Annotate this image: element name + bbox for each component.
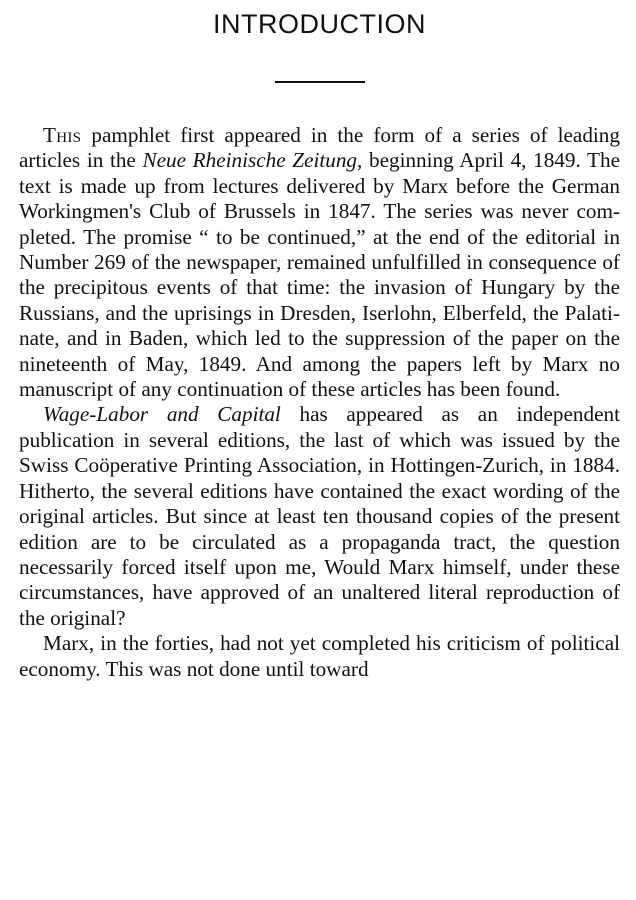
paragraph-3 — [19, 631, 620, 682]
paragraph-1-text-a: pamphlet first appeared in the form of a series of leading articles in the — [19, 123, 620, 173]
paragraph-3-text: Marx, in the forties, had not yet completed his criticism of political economy. This was not done until toward — [19, 631, 620, 681]
title-divider — [275, 81, 365, 83]
paragraph-2-text: has appeared as an independent publication in several editions, the last of which was issued by the Swiss Coöperative Printing Association, in Hottingen-Zurich, in 1884. Hitherto, the several editions have contained the exact wording of the original articles. But since at least ten thousand copies of the present edition are to be circulated as a propaganda tract, the question necessarily forced itself upon me, Would Marx himself, under these circumstances, have approved of an unaltered literal reproduction of the original? — [19, 402, 620, 630]
paragraph-2 — [19, 402, 620, 631]
paragraph-1 — [19, 123, 620, 402]
paragraph-1-text-b: , beginning April 4, 1849. The text is made up from lectures delivered by Marx before the German Workingmen's Club of Brussels in 1847. The series was never completed. The promise “ to be continued,” at the end of the editorial in Number 269 of the newspaper, remained unfulfilled in consequence of the precipitous events of that time: the invasion of Hungary by the Russians, and the uprisings in Dresden, Iserlohn, Elberfeld, the Palatinate, and in Baden, which led to the suppression of the paper on the nineteenth of May, 1849. And among the papers left by Marx no manuscript of any continuation of these articles has been found. — [19, 148, 620, 402]
paragraph-lead-word: This — [43, 123, 82, 147]
body-text — [19, 123, 620, 682]
newspaper-title: Neue Rheinische Zeitung — [142, 148, 358, 173]
page-title: INTRODUCTION — [213, 9, 426, 39]
book-title: Wage-Labor and Capital — [43, 402, 281, 427]
